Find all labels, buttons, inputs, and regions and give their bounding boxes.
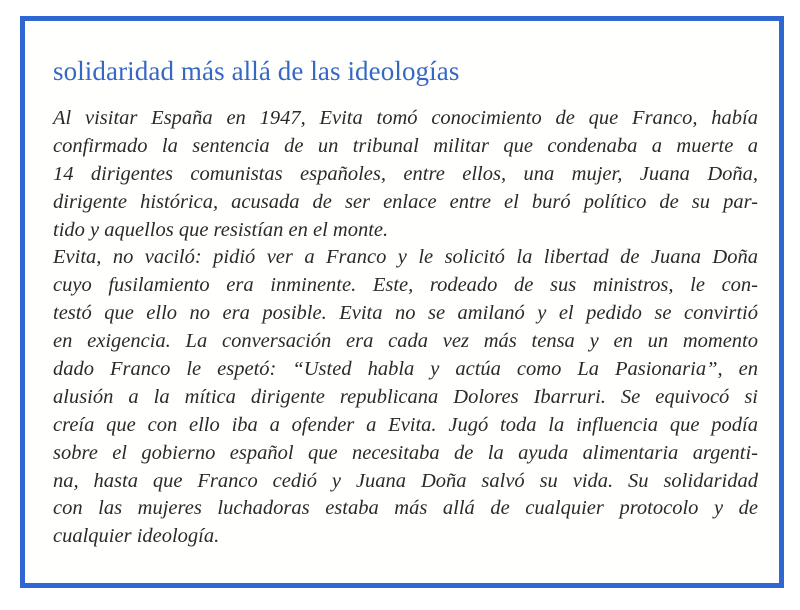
article-title: solidaridad más allá de las ideologías — [53, 56, 460, 86]
text-line: na, hasta que Franco cedió y Juana Doña salvó su vida. Su solidaridad — [53, 469, 758, 492]
text-line: 14 dirigentes comunistas españoles, entre ellos, una mujer, Juana Doña, — [53, 162, 758, 185]
paragraph-2 — [53, 244, 758, 551]
text-line: dado Franco le espetó: “Usted habla y actúa como La Pasionaria”, en — [53, 358, 758, 381]
text-line: alusión a la mítica dirigente republicana Dolores Ibarruri. Se equivocó si — [53, 385, 758, 408]
article-frame — [20, 16, 784, 588]
text-line: cualquier ideología. — [53, 525, 220, 548]
text-line: cuyo fusilamiento era inminente. Este, rodeado de sus ministros, le con- — [53, 274, 758, 297]
article-body — [53, 105, 758, 551]
text-line: con las mujeres luchadoras estaba más allá de cualquier protocolo y de — [53, 497, 758, 520]
text-line: Evita, no vaciló: pidió ver a Franco y le solicitó la libertad de Juana Doña — [53, 246, 758, 269]
text-line: dirigente histórica, acusada de ser enlace entre el buró político de su par- — [53, 190, 758, 213]
paragraph-1 — [53, 105, 758, 244]
text-line: en exigencia. La conversación era cada vez más tensa y en un momento — [53, 330, 758, 353]
text-line: tido y aquellos que resistían en el monte. — [53, 218, 389, 241]
text-line: creía que con ello iba a ofender a Evita. Jugó toda la influencia que podía — [53, 413, 758, 436]
text-line: Al visitar España en 1947, Evita tomó conocimiento de que Franco, había — [53, 107, 758, 129]
text-line: testó que ello no era posible. Evita no se amilanó y el pedido se convirtió — [53, 302, 758, 325]
text-line: sobre el gobierno español que necesitaba de la ayuda alimentaria argenti- — [53, 441, 758, 464]
text-line: confirmado la sentencia de un tribunal militar que condenaba a muerte a — [53, 134, 758, 157]
